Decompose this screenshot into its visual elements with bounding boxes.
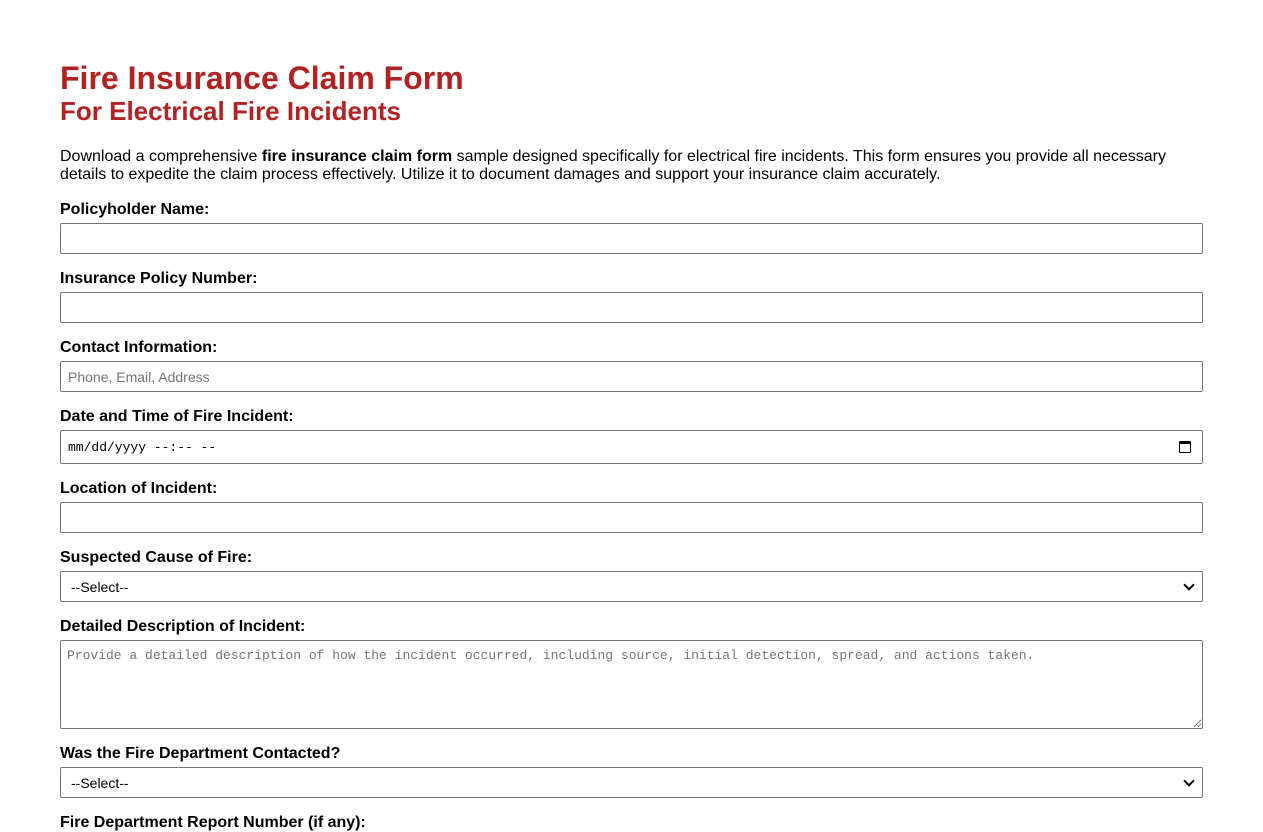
policyholder-name-input[interactable]	[60, 223, 1203, 254]
fire-report-number-label: Fire Department Report Number (if any):	[60, 814, 366, 831]
incident-location-input[interactable]	[60, 502, 1203, 533]
policy-number-label: Insurance Policy Number:	[60, 270, 258, 287]
fire-department-contacted-selected: --Select--	[71, 774, 129, 791]
incident-location-label: Location of Incident:	[60, 480, 218, 497]
intro-text-start: Download a comprehensive	[60, 148, 262, 165]
cause-of-fire-select[interactable]	[60, 571, 1203, 602]
policyholder-name-label: Policyholder Name:	[60, 201, 210, 218]
incident-description-label: Detailed Description of Incident:	[60, 618, 306, 635]
cause-of-fire-label: Suspected Cause of Fire:	[60, 549, 253, 566]
page-title: Fire Insurance Claim Form	[60, 60, 464, 96]
incident-datetime-input[interactable]	[60, 430, 1203, 464]
incident-datetime-label: Date and Time of Fire Incident:	[60, 408, 294, 425]
contact-information-input[interactable]	[60, 361, 1203, 392]
chevron-down-icon	[1183, 775, 1194, 786]
intro-text-bold: fire insurance claim form	[261, 148, 453, 165]
page-subtitle: For Electrical Fire Incidents	[60, 96, 401, 126]
policy-number-input[interactable]	[60, 292, 1203, 323]
contact-information-label: Contact Information:	[60, 339, 218, 356]
fire-department-contacted-label: Was the Fire Department Contacted?	[60, 745, 341, 762]
calendar-icon[interactable]	[1179, 441, 1191, 453]
intro-text-end: sample designed specifically for electrical fire incidents. This form ensures you provide all necessary details to expedite the claim process effectively. Utilize it to document damages and support your insurance claim accurately.	[60, 148, 1166, 183]
incident-description-textarea[interactable]	[60, 640, 1203, 729]
incident-datetime-value: mm/dd/yyyy --:-- --	[68, 439, 217, 455]
intro-paragraph	[60, 148, 1203, 184]
cause-of-fire-selected: --Select--	[71, 578, 129, 595]
chevron-down-icon	[1183, 579, 1194, 590]
fire-department-contacted-select[interactable]	[60, 767, 1203, 798]
